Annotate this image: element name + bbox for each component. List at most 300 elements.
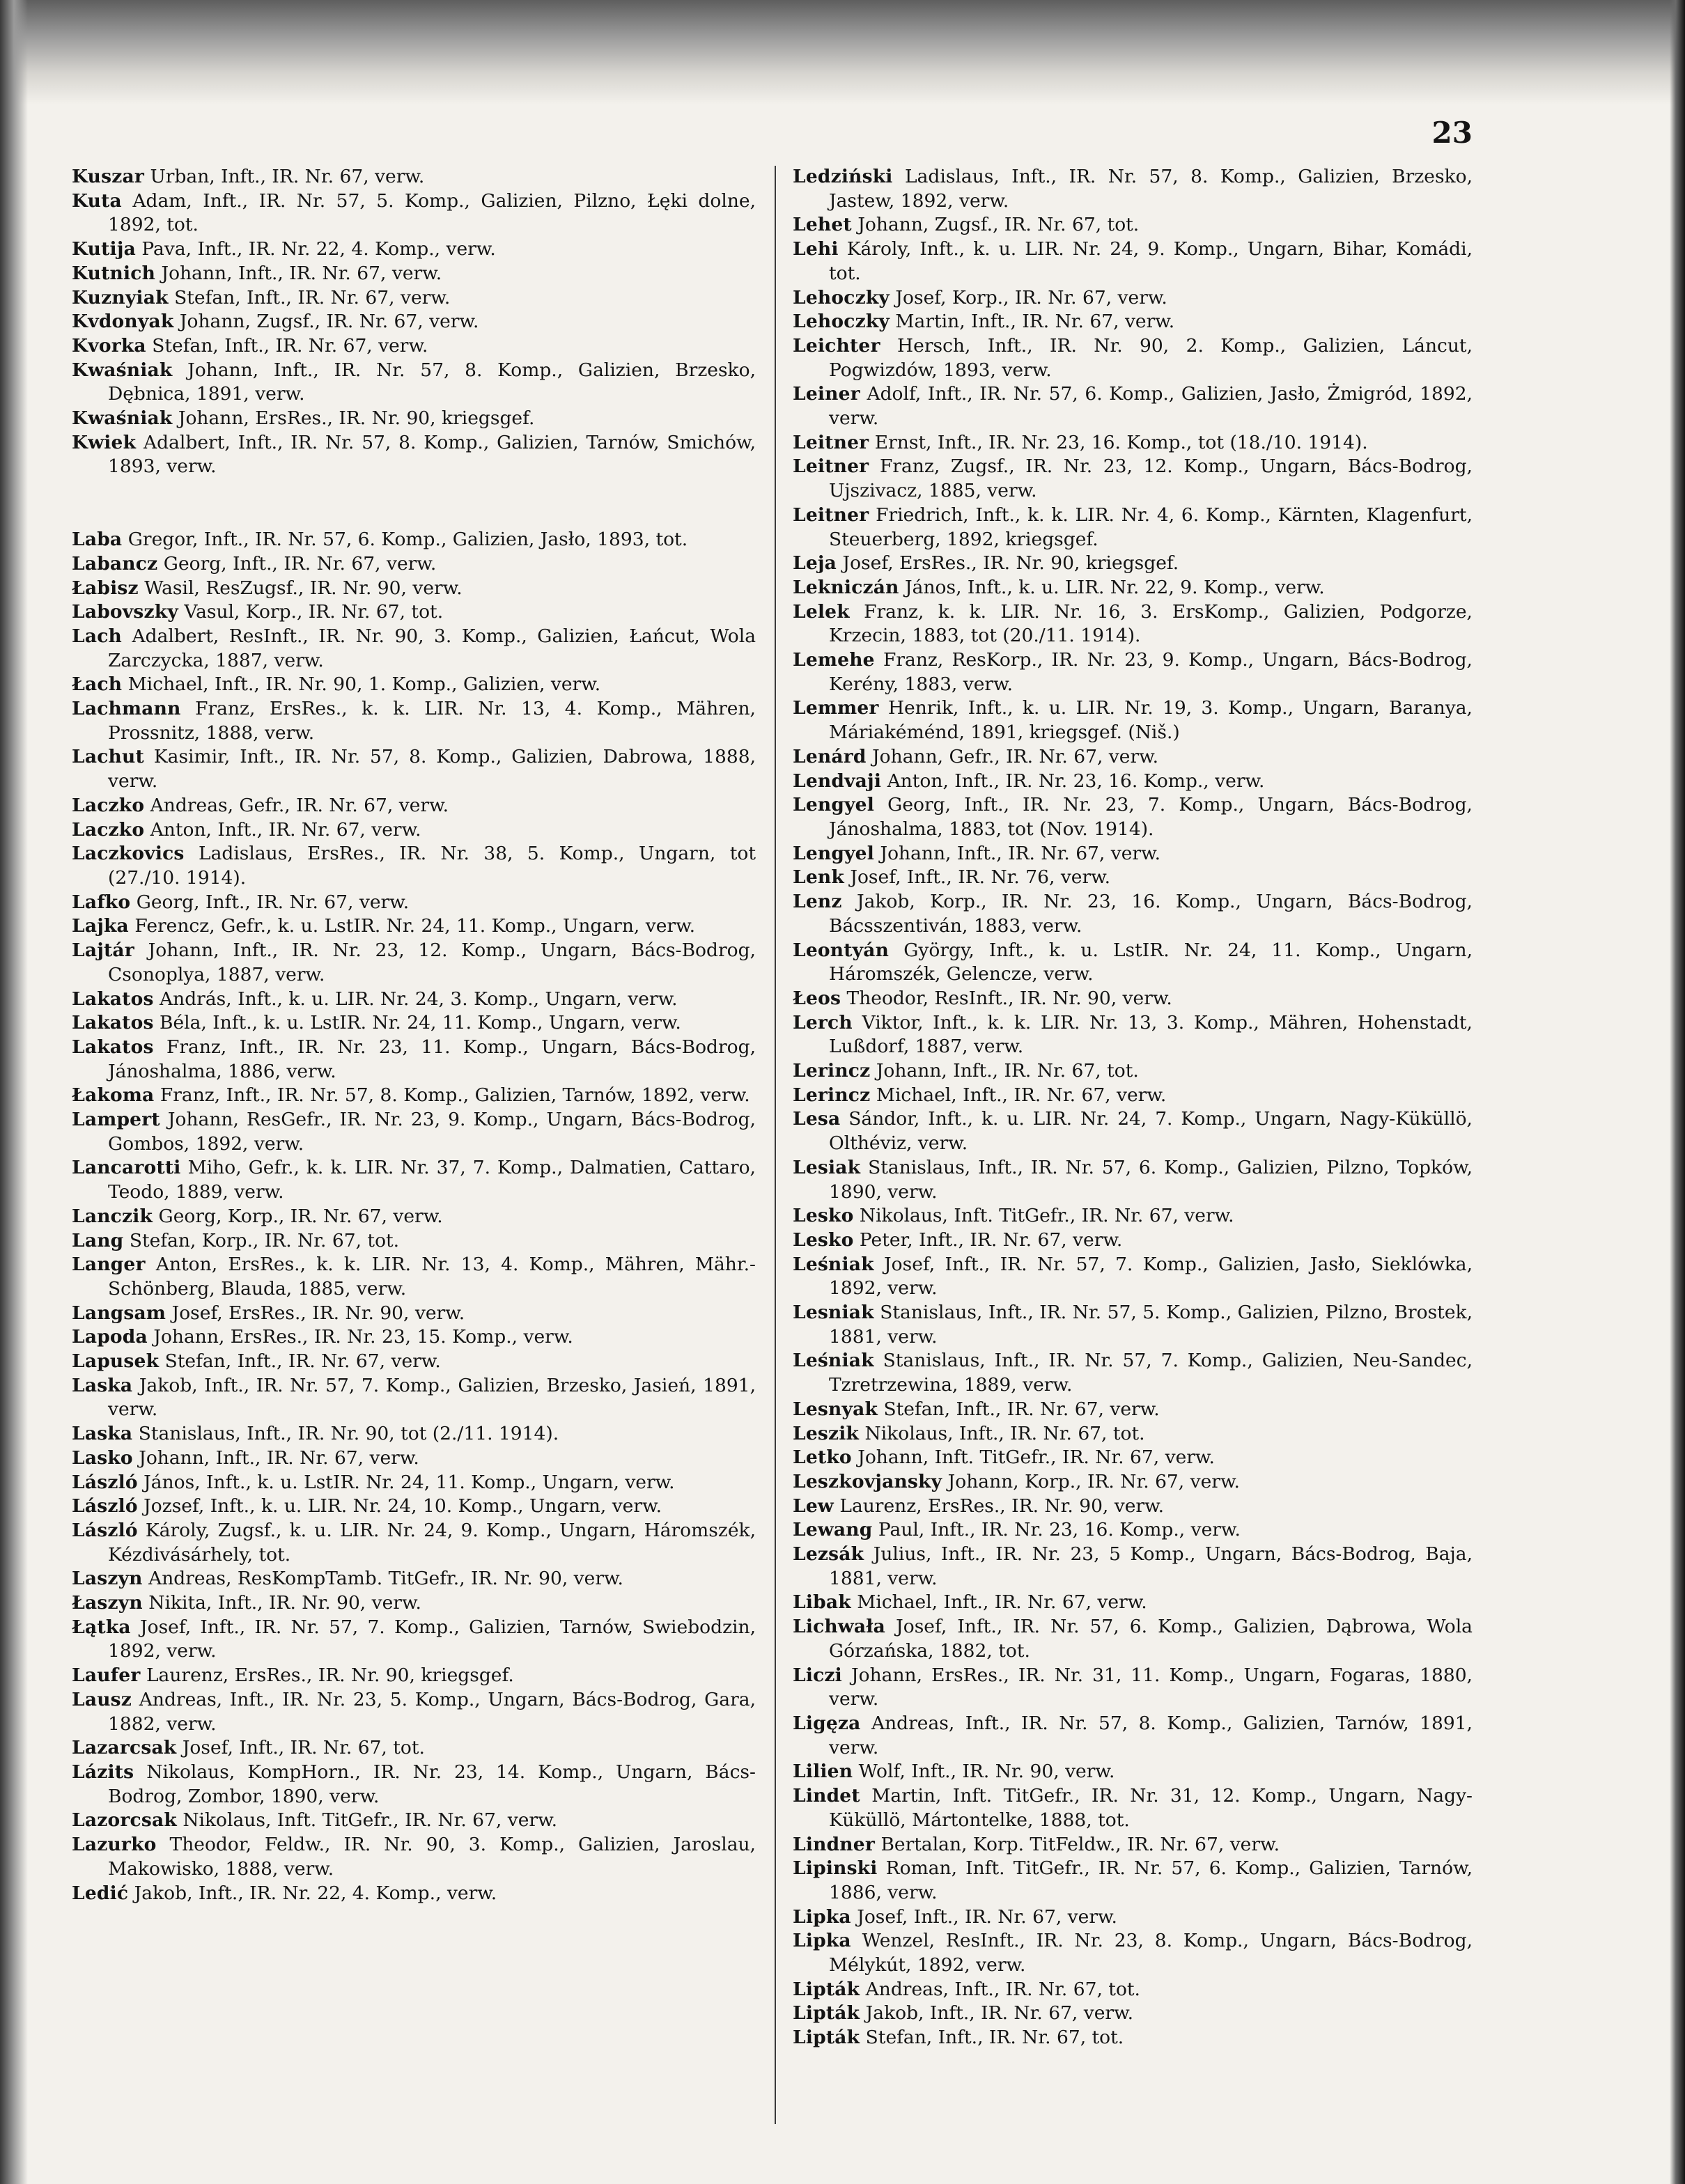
entry-text: Georg, Inft., IR. Nr. 67, verw. xyxy=(163,552,437,575)
entry-text: Hersch, Inft., IR. Nr. 90, 2. Komp., Galizien, Láncut, Pogwizdów, 1893, verw. xyxy=(829,334,1473,381)
entry-text: Ferencz, Gefr., k. u. LstIR. Nr. 24, 11. Komp., Ungarn, verw. xyxy=(134,915,696,937)
list-item xyxy=(72,1374,756,1422)
entry-name: Lichwała xyxy=(793,1616,886,1638)
entry-text: Kasimir, Inft., IR. Nr. 57, 8. Komp., Galizien, Dabrowa, 1888, verw. xyxy=(108,746,756,793)
list-item xyxy=(793,890,1473,938)
entry-text: Wenzel, ResInft., IR. Nr. 23, 8. Komp., Ungarn, Bács-Bodrog, Mélykút, 1892, verw. xyxy=(829,1930,1473,1976)
entry-name: Laska xyxy=(72,1374,133,1396)
list-item xyxy=(793,770,1473,794)
entry-text: Miho, Gefr., k. k. LIR. Nr. 37, 7. Komp., Dalmatien, Cattaro, Teodo, 1889, verw. xyxy=(108,1157,756,1203)
entry-name: Lazarcsak xyxy=(72,1737,177,1759)
entry-name: Lampert xyxy=(72,1109,160,1131)
list-item xyxy=(793,1760,1473,1784)
entry-name: Lipka xyxy=(793,1930,851,1952)
list-item xyxy=(72,165,756,189)
entry-name: Lehoczky xyxy=(793,286,890,309)
entry-name: Letko xyxy=(793,1446,852,1469)
entry-name: Ledić xyxy=(72,1882,129,1904)
entry-name: Leichter xyxy=(793,334,880,357)
entry-text: Jakob, Korp., IR. Nr. 23, 16. Komp., Ungarn, Bács-Bodrog, Bácsszentiván, 1883, verw. xyxy=(829,891,1473,937)
entry-text: Anton, Inft., IR. Nr. 23, 16. Komp., verw. xyxy=(887,770,1265,792)
entry-text: Josef, ErsRes., IR. Nr. 90, verw. xyxy=(171,1302,465,1324)
entry-name: Lelek xyxy=(793,600,850,623)
entry-name: Lazurko xyxy=(72,1834,157,1856)
list-item xyxy=(72,237,756,262)
entry-text: Ladislaus, ErsRes., IR. Nr. 38, 5. Komp., Ungarn, tot (27./10. 1914). xyxy=(108,843,756,889)
entry-text: Johann, Inft., IR. Nr. 67, verw. xyxy=(139,1446,419,1469)
list-item xyxy=(793,793,1473,841)
list-item xyxy=(793,1518,1473,1543)
list-item xyxy=(72,1325,756,1350)
list-item xyxy=(72,891,756,915)
list-item xyxy=(72,359,756,407)
list-item xyxy=(793,1253,1473,1301)
entry-name: Lenk xyxy=(793,866,844,889)
list-item xyxy=(72,1809,756,1833)
list-item xyxy=(72,1519,756,1567)
entry-name: Lipták xyxy=(793,2027,860,2049)
entry-text: Adam, Inft., IR. Nr. 57, 5. Komp., Galizien, Pilzno, Łęki dolne, 1892, tot. xyxy=(108,189,756,236)
list-item xyxy=(793,1905,1473,1930)
entry-text: Andreas, Inft., IR. Nr. 67, tot. xyxy=(865,1978,1140,2000)
entry-name: Leszkovjansky xyxy=(793,1470,942,1492)
entry-name: Łach xyxy=(72,673,123,696)
entry-name: Laczko xyxy=(72,794,145,816)
list-item xyxy=(793,1929,1473,1977)
list-item xyxy=(72,1761,756,1809)
entry-name: Lipka xyxy=(793,1905,851,1928)
entry-text: Adolf, Inft., IR. Nr. 57, 6. Komp., Galizien, Jasło, Żmigród, 1892, verw. xyxy=(829,383,1473,430)
list-item xyxy=(72,673,756,697)
entry-name: Lerincz xyxy=(793,1084,871,1106)
entry-name: Lafko xyxy=(72,891,131,913)
entry-text: Franz, Inft., IR. Nr. 23, 11. Komp., Ungarn, Bács-Bodrog, Jánoshalma, 1886, verw. xyxy=(108,1036,756,1082)
entry-name: Kutnich xyxy=(72,262,156,284)
entry-name: Lach xyxy=(72,625,123,647)
entry-group-l xyxy=(72,528,756,1905)
list-item xyxy=(72,1495,756,1519)
right-column xyxy=(793,165,1473,2050)
entry-name: Lakatos xyxy=(72,1012,154,1034)
entry-name: Labovszky xyxy=(72,601,178,623)
entry-name: Leszik xyxy=(793,1422,860,1444)
entry-name: Lipták xyxy=(793,2002,860,2025)
entry-text: János, Inft., k. u. LstIR. Nr. 24, 11. Komp., Ungarn, verw. xyxy=(143,1471,675,1493)
entry-name: Lausz xyxy=(72,1688,132,1710)
list-item xyxy=(793,1712,1473,1760)
entry-text: Anton, ErsRes., k. k. LIR. Nr. 13, 4. Komp., Mähren, Mähr.-Schönberg, Blauda, 1885, verw. xyxy=(108,1254,756,1300)
entry-text: Nikita, Inft., IR. Nr. 90, verw. xyxy=(148,1592,421,1614)
entry-name: Libak xyxy=(793,1591,851,1614)
list-item xyxy=(72,189,756,237)
list-item xyxy=(793,334,1473,382)
entry-name: Łabisz xyxy=(72,577,139,599)
entry-name: Łaszyn xyxy=(72,1592,143,1614)
entry-name: Lemehe xyxy=(793,649,875,671)
section-gap xyxy=(72,479,756,528)
entry-text: Stefan, Inft., IR. Nr. 67, verw. xyxy=(152,334,428,357)
page-number: 23 xyxy=(1431,116,1473,150)
entry-text: Franz, k. k. LIR. Nr. 16, 3. ErsKomp., Galizien, Podgorze, Krzecin, 1883, tot (20./11. 1914). xyxy=(829,600,1473,647)
list-item xyxy=(793,576,1473,600)
list-item xyxy=(793,866,1473,890)
list-item xyxy=(72,914,756,939)
list-item xyxy=(72,1736,756,1761)
entry-name: Lesa xyxy=(793,1108,841,1130)
entry-text: Johann, Zugsf., IR. Nr. 67, verw. xyxy=(179,311,479,333)
list-item xyxy=(793,987,1473,1011)
list-item xyxy=(793,1301,1473,1349)
entry-name: Laszyn xyxy=(72,1568,143,1590)
entry-name: Lew xyxy=(793,1495,834,1517)
entry-name: Lehi xyxy=(793,238,839,260)
entry-text: Adalbert, Inft., IR. Nr. 57, 8. Komp., Galizien, Tarnów, Smichów, 1893, verw. xyxy=(108,431,756,478)
entry-text: Andreas, Gefr., IR. Nr. 67, verw. xyxy=(150,794,449,816)
list-item xyxy=(793,1543,1473,1591)
entry-text: Stefan, Inft., IR. Nr. 67, verw. xyxy=(174,286,451,309)
list-item xyxy=(72,1688,756,1736)
list-item xyxy=(72,1205,756,1229)
list-item xyxy=(72,697,756,745)
entry-text: Georg, Korp., IR. Nr. 67, verw. xyxy=(158,1205,443,1227)
list-item xyxy=(72,600,756,625)
entry-name: Lengyel xyxy=(793,842,875,864)
entry-name: Lakatos xyxy=(72,988,154,1010)
entry-name: Lapoda xyxy=(72,1326,148,1348)
entry-text: Stefan, Inft., IR. Nr. 67, tot. xyxy=(865,2027,1124,2049)
entry-name: Leśniak xyxy=(793,1350,874,1372)
entry-name: Lendvaji xyxy=(793,770,882,792)
entry-text: Johann, Inft., IR. Nr. 67, verw. xyxy=(880,842,1161,864)
entry-text: Johann, Inft., IR. Nr. 67, tot. xyxy=(876,1060,1139,1082)
entry-text: Andreas, Inft., IR. Nr. 23, 5. Komp., Ungarn, Bács-Bodrog, Gara, 1882, verw. xyxy=(108,1688,756,1735)
list-item xyxy=(72,1471,756,1495)
entry-name: Labancz xyxy=(72,552,158,575)
entry-name: Langsam xyxy=(72,1302,166,1324)
entry-text: Theodor, ResInft., IR. Nr. 90, verw. xyxy=(846,987,1172,1009)
list-item xyxy=(793,1664,1473,1712)
entry-name: Leśniak xyxy=(793,1253,874,1275)
list-item xyxy=(793,165,1473,213)
entry-text: Julius, Inft., IR. Nr. 23, 5 Komp., Ungarn, Bács-Bodrog, Baja, 1881, verw. xyxy=(829,1543,1473,1589)
entry-name: Lang xyxy=(72,1229,124,1251)
entry-name: Łątka xyxy=(72,1616,131,1638)
list-item xyxy=(72,577,756,601)
entry-name: Lesnyak xyxy=(793,1398,878,1420)
entry-name: Lilien xyxy=(793,1761,853,1783)
scan-shadow-left xyxy=(0,0,28,2184)
entry-name: Lázits xyxy=(72,1761,134,1783)
list-item xyxy=(793,2002,1473,2026)
list-item xyxy=(72,431,756,479)
entry-name: Lemmer xyxy=(793,697,879,719)
entry-name: Lindner xyxy=(793,1833,875,1855)
entry-name: Lakatos xyxy=(72,1036,154,1058)
list-item xyxy=(72,1036,756,1084)
entry-name: Kuznyiak xyxy=(72,286,169,309)
list-item xyxy=(72,1108,756,1156)
entry-text: Stanislaus, Inft., IR. Nr. 57, 5. Komp., Galizien, Pilzno, Brostek, 1881, verw. xyxy=(829,1302,1473,1348)
list-item xyxy=(72,1302,756,1326)
entry-text: György, Inft., k. u. LstIR. Nr. 24, 11. Komp., Ungarn, Háromszék, Gelencze, verw. xyxy=(829,939,1473,985)
list-item xyxy=(793,1784,1473,1832)
entry-name: Liczi xyxy=(793,1664,842,1686)
list-item xyxy=(793,1591,1473,1615)
entry-name: Laufer xyxy=(72,1664,141,1687)
entry-name: Lancarotti xyxy=(72,1157,181,1179)
entry-text: Georg, Inft., IR. Nr. 67, verw. xyxy=(136,891,410,913)
entry-text: Josef, Inft., IR. Nr. 57, 7. Komp., Galizien, Tarnów, Swiebodzin, 1892, verw. xyxy=(108,1616,756,1662)
list-item xyxy=(793,696,1473,744)
entry-text: Anton, Inft., IR. Nr. 67, verw. xyxy=(150,818,421,841)
entry-text: János, Inft., k. u. LIR. Nr. 22, 9. Komp., verw. xyxy=(905,576,1325,598)
entry-name: Ligęza xyxy=(793,1713,861,1734)
entry-name: Lachmann xyxy=(72,698,181,720)
entry-name: Lerch xyxy=(793,1011,853,1034)
entry-name: László xyxy=(72,1471,138,1493)
entry-name: Lesko xyxy=(793,1205,854,1227)
entry-text: Károly, Zugsf., k. u. LIR. Nr. 24, 9. Komp., Ungarn, Háromszék, Kézdivásárhely, tot. xyxy=(108,1519,756,1566)
list-item xyxy=(793,1349,1473,1397)
entry-name: Lachut xyxy=(72,746,144,768)
entry-text: Johann, Inft., IR. Nr. 23, 12. Komp., Ungarn, Bács-Bodrog, Csonoplya, 1887, verw. xyxy=(108,939,756,985)
entry-text: Laurenz, ErsRes., IR. Nr. 90, verw. xyxy=(839,1495,1165,1517)
entry-name: Lenárd xyxy=(793,745,867,767)
entry-name: Laba xyxy=(72,529,123,551)
entry-text: Johann, Korp., IR. Nr. 67, verw. xyxy=(947,1470,1240,1492)
entry-text: Henrik, Inft., k. u. LIR. Nr. 19, 3. Komp., Ungarn, Baranya, Máriakéménd, 1891, kriegsgef. (Niš.) xyxy=(829,697,1473,744)
entry-text: Stanislaus, Inft., IR. Nr. 57, 7. Komp., Galizien, Neu-Sandec, Tzretrzewina, 1889, verw. xyxy=(829,1350,1473,1396)
list-item xyxy=(72,262,756,286)
list-item xyxy=(793,455,1473,503)
entry-name: Leitner xyxy=(793,431,869,453)
entry-text: Bertalan, Korp. TitFeldw., IR. Nr. 67, verw. xyxy=(880,1833,1280,1855)
entry-name: Ledziński xyxy=(793,166,893,187)
entry-text: Johann, ErsRes., IR. Nr. 31, 11. Komp., Ungarn, Fogaras, 1880, verw. xyxy=(829,1664,1473,1710)
entry-name: László xyxy=(72,1519,138,1541)
entry-name: Leontyán xyxy=(793,939,890,961)
entry-text: Urban, Inft., IR. Nr. 67, verw. xyxy=(150,166,425,187)
entry-text: Josef, Inft., IR. Nr. 57, 7. Komp., Galizien, Jasło, Sieklówka, 1892, verw. xyxy=(829,1253,1473,1300)
entry-text: Michael, Inft., IR. Nr. 67, verw. xyxy=(857,1591,1147,1614)
list-item xyxy=(793,1857,1473,1905)
entry-text: Theodor, Feldw., IR. Nr. 90, 3. Komp., Galizien, Jaroslau, Makowisko, 1888, verw. xyxy=(108,1834,756,1880)
entry-name: Laczkovics xyxy=(72,843,185,865)
entry-text: Ernst, Inft., IR. Nr. 23, 16. Komp., tot (18./10. 1914). xyxy=(874,431,1368,453)
entry-name: Kvorka xyxy=(72,334,146,357)
list-item xyxy=(793,504,1473,552)
entry-name: Laczko xyxy=(72,818,145,841)
entry-text: Franz, Zugsf., IR. Nr. 23, 12. Komp., Ungarn, Bács-Bodrog, Ujszivacz, 1885, verw. xyxy=(829,455,1473,502)
entry-name: Lasko xyxy=(72,1446,133,1469)
entry-text: Károly, Inft., k. u. LIR. Nr. 24, 9. Komp., Ungarn, Bihar, Komádi, tot. xyxy=(829,238,1473,284)
list-item xyxy=(793,310,1473,334)
list-item xyxy=(72,1011,756,1036)
entry-text: Georg, Inft., IR. Nr. 23, 7. Komp., Ungarn, Bács-Bodrog, Jánoshalma, 1883, tot (Nov. 1914). xyxy=(829,794,1473,840)
entry-text: Josef, Inft., IR. Nr. 57, 6. Komp., Galizien, Dąbrowa, Wola Górzańska, 1882, tot. xyxy=(829,1616,1473,1662)
entry-name: Lesniak xyxy=(793,1302,874,1324)
list-item xyxy=(72,1084,756,1108)
list-item xyxy=(72,794,756,818)
list-item xyxy=(72,528,756,552)
entry-text: Nikolaus, KompHorn., IR. Nr. 23, 14. Komp., Ungarn, Bács-Bodrog, Zombor, 1890, verw. xyxy=(108,1761,756,1807)
entry-name: Lesko xyxy=(793,1228,854,1251)
entry-text: András, Inft., k. u. LIR. Nr. 24, 3. Komp., Ungarn, verw. xyxy=(160,988,678,1010)
entry-name: Kwiek xyxy=(72,431,137,453)
entry-text: Paul, Inft., IR. Nr. 23, 16. Komp., verw. xyxy=(878,1519,1241,1541)
entry-name: Leja xyxy=(793,552,837,575)
entry-name: Lajtár xyxy=(72,939,134,962)
entry-name: Lewang xyxy=(793,1519,873,1541)
entry-text: Stefan, Inft., IR. Nr. 67, verw. xyxy=(164,1350,441,1373)
entry-text: Jakob, Inft., IR. Nr. 67, verw. xyxy=(865,2002,1134,2025)
entry-name: Lehoczky xyxy=(793,311,890,333)
list-item xyxy=(72,1229,756,1254)
list-item xyxy=(793,600,1473,648)
list-item xyxy=(793,1228,1473,1253)
list-item xyxy=(793,1615,1473,1663)
entry-text: Stanislaus, Inft., IR. Nr. 90, tot (2./11. 1914). xyxy=(138,1423,559,1445)
entry-text: Wasil, ResZugsf., IR. Nr. 90, verw. xyxy=(144,577,463,599)
list-item xyxy=(793,1398,1473,1422)
list-item xyxy=(72,334,756,359)
entry-text: Johann, Zugsf., IR. Nr. 67, tot. xyxy=(857,214,1140,236)
list-item xyxy=(793,648,1473,696)
list-item xyxy=(793,1059,1473,1084)
entry-text: Franz, ResKorp., IR. Nr. 23, 9. Komp., Ungarn, Bács-Bodrog, Kerény, 1883, verw. xyxy=(829,649,1473,695)
list-item xyxy=(793,1422,1473,1446)
list-item xyxy=(793,1107,1473,1155)
list-item xyxy=(72,1591,756,1616)
entry-name: Leiner xyxy=(793,383,860,405)
entry-name: Kuta xyxy=(72,189,122,212)
entry-text: Martin, Inft., IR. Nr. 67, verw. xyxy=(895,311,1175,333)
entry-text: Nikolaus, Inft., IR. Nr. 67, tot. xyxy=(864,1422,1145,1444)
list-item xyxy=(793,1470,1473,1495)
list-item xyxy=(793,842,1473,866)
entry-text: Wolf, Inft., IR. Nr. 90, verw. xyxy=(858,1761,1115,1783)
entry-text: Josef, Inft., IR. Nr. 67, tot. xyxy=(182,1737,425,1759)
entry-name: Kwaśniak xyxy=(72,407,173,430)
entry-text: Johann, ResGefr., IR. Nr. 23, 9. Komp., Ungarn, Bács-Bodrog, Gombos, 1892, verw. xyxy=(108,1109,756,1155)
list-item xyxy=(793,745,1473,770)
entry-text: Josef, ErsRes., IR. Nr. 90, kriegsgef. xyxy=(842,552,1179,575)
list-item xyxy=(72,286,756,311)
entry-text: Johann, Inft., IR. Nr. 57, 8. Komp., Galizien, Brzesko, Dębnica, 1891, verw. xyxy=(108,359,756,405)
entry-text: Jozsef, Inft., k. u. LIR. Nr. 24, 10. Komp., Ungarn, verw. xyxy=(143,1495,662,1518)
list-item xyxy=(72,939,756,987)
entry-text: Josef, Korp., IR. Nr. 67, verw. xyxy=(895,286,1167,309)
list-item xyxy=(793,1495,1473,1519)
list-item xyxy=(72,310,756,334)
entry-text: Béla, Inft., k. u. LstIR. Nr. 24, 11. Komp., Ungarn, verw. xyxy=(160,1012,681,1034)
entry-name: Leitner xyxy=(793,504,869,526)
entry-text: Johann, Inft., IR. Nr. 67, verw. xyxy=(161,262,442,284)
entry-text: Pava, Inft., IR. Nr. 22, 4. Komp., verw. xyxy=(141,238,496,260)
list-item xyxy=(72,1446,756,1471)
list-item xyxy=(793,237,1473,286)
entry-name: Lajka xyxy=(72,915,129,937)
entry-name: Lengyel xyxy=(793,794,875,816)
list-item xyxy=(793,431,1473,455)
entry-text: Martin, Inft. TitGefr., IR. Nr. 31, 12. Komp., Ungarn, Nagy-Küküllö, Mártontelke, 1888, tot. xyxy=(829,1785,1473,1831)
entry-text: Johann, ErsRes., IR. Nr. 23, 15. Komp., verw. xyxy=(153,1326,573,1348)
entry-name: Lanczik xyxy=(72,1205,153,1227)
entry-text: Adalbert, ResInft., IR. Nr. 90, 3. Komp., Galizien, Łańcut, Wola Zarczycka, 1887, verw. xyxy=(108,625,756,671)
list-item xyxy=(72,1350,756,1374)
entry-name: Lindet xyxy=(793,1785,860,1807)
list-item xyxy=(793,2026,1473,2050)
entry-name: Lipták xyxy=(793,1978,860,2000)
entry-name: Lehet xyxy=(793,214,852,236)
entry-name: Lipinski xyxy=(793,1857,878,1880)
entry-text: Peter, Inft., IR. Nr. 67, verw. xyxy=(859,1228,1123,1251)
list-item xyxy=(793,1011,1473,1059)
list-item xyxy=(72,407,756,431)
entry-group-k xyxy=(72,165,756,479)
entry-name: Lekniczán xyxy=(793,576,899,598)
list-item xyxy=(793,286,1473,311)
entry-name: Lazorcsak xyxy=(72,1809,177,1832)
entry-text: Franz, ErsRes., k. k. LIR. Nr. 13, 4. Komp., Mähren, Prossnitz, 1888, verw. xyxy=(108,698,756,744)
entry-text: Roman, Inft. TitGefr., IR. Nr. 57, 6. Komp., Galizien, Tarnów, 1886, verw. xyxy=(829,1857,1473,1903)
entry-name: Langer xyxy=(72,1254,146,1276)
entry-name: Kvdonyak xyxy=(72,311,174,333)
list-item xyxy=(72,552,756,577)
list-item xyxy=(72,1422,756,1446)
entry-text: Franz, Inft., IR. Nr. 57, 8. Komp., Galizien, Tarnów, 1892, verw. xyxy=(160,1084,750,1107)
entry-text: Sándor, Inft., k. u. LIR. Nr. 24, 7. Komp., Ungarn, Nagy-Küküllö, Olthéviz, verw. xyxy=(829,1108,1473,1155)
entry-name: Łeos xyxy=(793,987,841,1009)
entry-text: Nikolaus, Inft. TitGefr., IR. Nr. 67, verw. xyxy=(859,1205,1234,1227)
list-item xyxy=(793,552,1473,576)
entry-text: Nikolaus, Inft. TitGefr., IR. Nr. 67, verw. xyxy=(183,1809,558,1832)
entry-name: Łakoma xyxy=(72,1084,155,1107)
entry-text: Josef, Inft., IR. Nr. 76, verw. xyxy=(850,866,1111,889)
entry-text: Vasul, Korp., IR. Nr. 67, tot. xyxy=(184,601,444,623)
list-item xyxy=(72,842,756,890)
scan-shadow-top xyxy=(0,0,1685,104)
entry-name: Kwaśniak xyxy=(72,359,173,381)
entry-text: Johann, Inft. TitGefr., IR. Nr. 67, verw. xyxy=(857,1446,1215,1469)
left-column xyxy=(72,165,756,1905)
list-item xyxy=(72,745,756,793)
entry-name: Lezsák xyxy=(793,1543,864,1566)
list-item xyxy=(793,1446,1473,1470)
entry-text: Michael, Inft., IR. Nr. 90, 1. Komp., Galizien, verw. xyxy=(127,673,601,696)
list-item xyxy=(72,1833,756,1881)
list-item xyxy=(793,939,1473,987)
list-item xyxy=(72,1616,756,1664)
list-item xyxy=(72,818,756,843)
entry-text: Stefan, Korp., IR. Nr. 67, tot. xyxy=(129,1229,400,1251)
entry-text: Stefan, Inft., IR. Nr. 67, verw. xyxy=(883,1398,1160,1420)
list-item xyxy=(72,988,756,1012)
list-item xyxy=(72,1567,756,1591)
entry-text: Johann, ErsRes., IR. Nr. 90, kriegsgef. xyxy=(178,407,535,430)
list-item xyxy=(72,1882,756,1906)
entry-name: Leitner xyxy=(793,455,869,478)
entry-text: Ladislaus, Inft., IR. Nr. 57, 8. Komp., Galizien, Brzesko, Jastew, 1892, verw. xyxy=(829,166,1473,212)
entry-text: Stanislaus, Inft., IR. Nr. 57, 6. Komp., Galizien, Pilzno, Topków, 1890, verw. xyxy=(829,1156,1473,1203)
list-item xyxy=(72,1156,756,1204)
entry-text: Jakob, Inft., IR. Nr. 57, 7. Komp., Galizien, Brzesko, Jasień, 1891, verw. xyxy=(108,1374,756,1421)
scan-shadow-right xyxy=(1670,0,1685,2184)
entry-text: Andreas, Inft., IR. Nr. 57, 8. Komp., Galizien, Tarnów, 1891, verw. xyxy=(829,1713,1473,1758)
entry-text: Johann, Gefr., IR. Nr. 67, verw. xyxy=(872,745,1159,767)
entry-name: László xyxy=(72,1495,138,1518)
entry-name: Kuszar xyxy=(72,166,145,187)
